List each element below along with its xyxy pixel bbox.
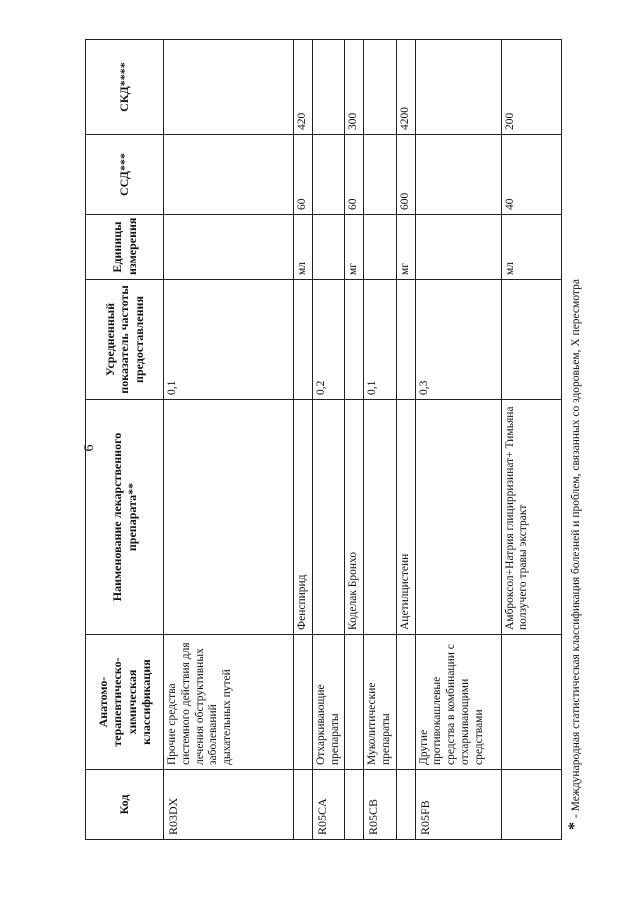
freq-cell <box>396 280 415 400</box>
footnote-text: - Международная статистическая классификация болезней и проблем, связанных со здоровьем, X пересмотра <box>570 279 582 818</box>
drug-name-cell: Коделак Бронхо <box>345 400 364 635</box>
ssd-cell: 40 <box>501 135 561 215</box>
skd-cell: 420 <box>294 40 313 135</box>
footnote <box>566 110 584 830</box>
unit-cell <box>312 215 345 280</box>
unit-cell: мл <box>501 215 561 280</box>
unit-cell <box>415 215 501 280</box>
table-row-drug <box>294 40 313 840</box>
ssd-cell <box>364 135 397 215</box>
skd-cell <box>415 40 501 135</box>
atc-code-cell: R05FB <box>415 770 501 840</box>
freq-cell: 0,1 <box>164 280 294 400</box>
header-skd: СКД**** <box>86 40 164 135</box>
drug-name-cell <box>312 400 345 635</box>
header-unit: Единицы измерения <box>86 215 164 280</box>
atc-code-cell: R05CB <box>364 770 397 840</box>
header-ssd: ССД*** <box>86 135 164 215</box>
header-drug: Наименование лекарственного препарата** <box>86 400 164 635</box>
unit-cell <box>164 215 294 280</box>
drug-table <box>85 39 562 840</box>
atc-code-cell: R03DX <box>164 770 294 840</box>
atc-name-cell <box>345 635 364 770</box>
freq-cell: 0,1 <box>364 280 397 400</box>
freq-cell <box>294 280 313 400</box>
ssd-cell: 60 <box>294 135 313 215</box>
table-header-row <box>86 40 164 840</box>
header-atc: Анатомо-терапевтическо-химическая классификация <box>86 635 164 770</box>
skd-cell: 4200 <box>396 40 415 135</box>
atc-code-cell <box>345 770 364 840</box>
rotated-table-container <box>85 40 557 840</box>
drug-name-cell <box>415 400 501 635</box>
freq-cell <box>345 280 364 400</box>
unit-cell: мг <box>396 215 415 280</box>
atc-name-cell: Муколитические препараты <box>364 635 397 770</box>
drug-name-cell <box>164 400 294 635</box>
atc-name-cell <box>294 635 313 770</box>
ssd-cell <box>164 135 294 215</box>
table-row-group <box>312 40 345 840</box>
drug-name-cell: Фенспирид <box>294 400 313 635</box>
atc-name-cell: Прочие средства системного действия для лечения обструктивных заболеваний дыхательных путей <box>164 635 294 770</box>
atc-name-cell <box>501 635 561 770</box>
unit-cell: мл <box>294 215 313 280</box>
drug-name-cell <box>364 400 397 635</box>
atc-code-cell: R05CA <box>312 770 345 840</box>
table-row-drug <box>345 40 364 840</box>
unit-cell <box>364 215 397 280</box>
skd-cell <box>312 40 345 135</box>
ssd-cell <box>415 135 501 215</box>
ssd-cell: 600 <box>396 135 415 215</box>
freq-cell: 0,2 <box>312 280 345 400</box>
ssd-cell <box>312 135 345 215</box>
freq-cell <box>501 280 561 400</box>
table-row-group <box>364 40 397 840</box>
atc-code-cell <box>396 770 415 840</box>
atc-name-cell: Отхаркивающие препараты <box>312 635 345 770</box>
atc-name-cell <box>396 635 415 770</box>
header-code: Код <box>86 770 164 840</box>
page-number: 6 <box>82 444 97 452</box>
skd-cell: 200 <box>501 40 561 135</box>
table-row-drug <box>396 40 415 840</box>
atc-name-cell: Другие противокашлевые средства в комбинации с отхаркивающими средствами <box>415 635 501 770</box>
drug-name-cell: Ацетилцистеин <box>396 400 415 635</box>
freq-cell: 0,3 <box>415 280 501 400</box>
atc-code-cell <box>501 770 561 840</box>
table-row-group <box>415 40 501 840</box>
ssd-cell: 60 <box>345 135 364 215</box>
header-freq: Усредненный показатель частоты предоставления <box>86 280 164 400</box>
table-row-drug <box>501 40 561 840</box>
skd-cell <box>164 40 294 135</box>
atc-code-cell <box>294 770 313 840</box>
skd-cell <box>364 40 397 135</box>
table-row-group <box>164 40 294 840</box>
skd-cell: 300 <box>345 40 364 135</box>
footnote-marker: * <box>566 822 583 830</box>
drug-name-cell: Амброксол+Натрия глицирризинат+ Тимьяна ползучего травы экстракт <box>501 400 561 635</box>
unit-cell: мг <box>345 215 364 280</box>
